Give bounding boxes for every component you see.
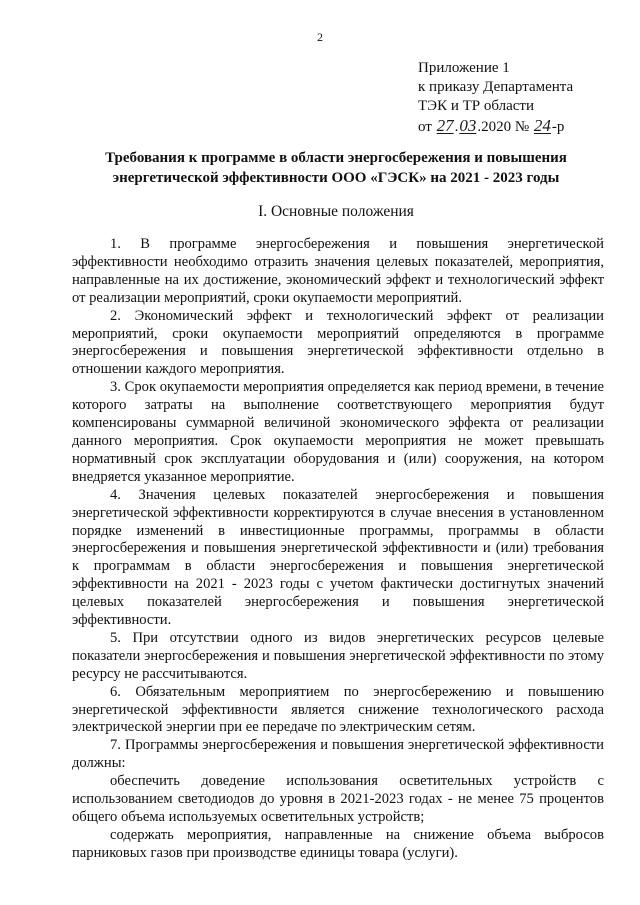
paragraph-2: 2. Экономический эффект и технологический эффект от реализации мероприятий, сроки окупаемости мероприятий определяются в программе энергосбережения и повышения энергетической эффективности отдельно в отношении каждого мероприятия.: [72, 307, 604, 378]
annex-date-year: .2020 №: [477, 119, 530, 135]
handwritten-month: 03: [459, 116, 477, 135]
annex-order-suffix: -р: [551, 119, 565, 135]
annex-line-1: Приложение 1: [418, 60, 510, 76]
paragraph-7-item-2: содержать мероприятия, направленные на снижение объема выбросов парниковых газов при производстве единицы товара (услуги).: [72, 826, 604, 861]
paragraph-5: 5. При отсутствии одного из видов энергетических ресурсов целевые показатели энергосбережения и повышения энергетической эффективности по этому ресурсу не рассчитываются.: [72, 629, 604, 682]
annex-date-prefix: от: [418, 119, 432, 135]
annex-line-2: к приказу Департамента: [418, 79, 574, 95]
document-title: Требования к программе в области энергосбережения и повышения энергетической эффективности ООО «ГЭСК» на 2021 - 2023 годы: [105, 150, 567, 186]
paragraph-3: 3. Срок окупаемости мероприятия определяется как период времени, в течение которого затраты на выполнение соответствующего мероприятия будут компенсированы суммарной величиной экономического эффекта от реализации данного мероприятия. Срок окупаемости мероприятия не может превышать нормативный срок эксплуатации оборудования и (или) сооружения, на котором внедряется указанное мероприятие.: [72, 379, 604, 485]
paragraph-6: 6. Обязательным мероприятием по энергосбережению и повышению энергетической эффективности является снижение технологического расхода электрической энергии при ее передаче по электрическим сетям.: [72, 683, 604, 736]
paragraph-4: 4. Значения целевых показателей энергосбережения и повышения энергетической эффективности корректируются в случае внесения в установленном порядке изменений в инвестиционные программы, программы в области энергосбережения и повышения энергетической эффективности и (или) требования к программам в области энергосбережения и повышения энергетической эффективности на 2021 - 2023 годы с учетом фактически достигнутых значений целевых показателей энергосбережения и повышения энергетической эффективности.: [72, 486, 604, 629]
document-body: [72, 236, 604, 863]
paragraph-7: 7. Программы энергосбережения и повышения энергетической эффективности должны:: [72, 737, 604, 772]
annex-line-3: ТЭК и ТР области: [418, 98, 534, 114]
annex-block: [418, 59, 573, 137]
paragraph-7-item-1: обеспечить доведение использования осветительных устройств с использованием светодиодов до уровня в 2021-2023 годах - не менее 75 процентов общего объема используемых осветительных устройств;: [72, 773, 604, 825]
annex-date-line: от 27.03.2020 № 24-р: [418, 116, 565, 135]
section-heading: I. Основные положения: [258, 203, 414, 220]
handwritten-order-number: 24: [533, 116, 551, 135]
page-number: 2: [317, 30, 323, 44]
handwritten-day: 27: [436, 116, 454, 135]
paragraph-1: 1. В программе энергосбережения и повышения энергетической эффективности необходимо отразить значения целевых показателей, мероприятия, направленные на их достижение, экономический эффект и технологический эффект от реализации мероприятий, сроки окупаемости мероприятий.: [72, 236, 604, 306]
